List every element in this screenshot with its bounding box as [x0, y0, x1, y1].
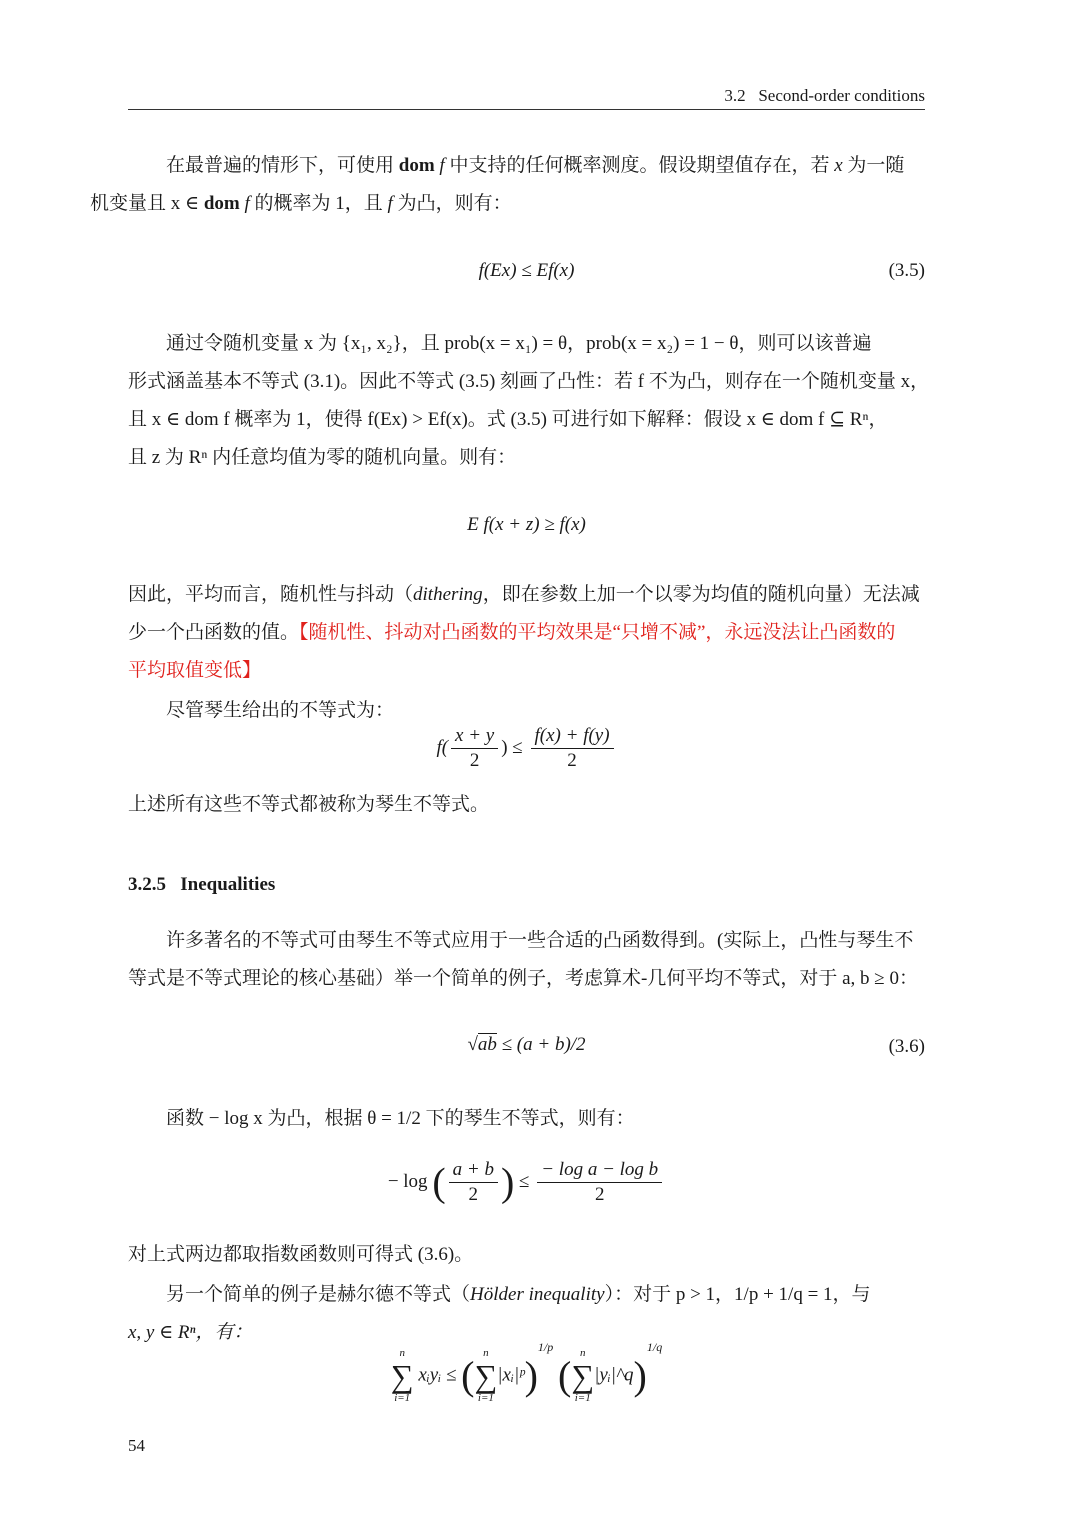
holder-right-paren-2: ): [633, 1353, 647, 1398]
log-rhs-denominator: 2: [594, 1184, 605, 1205]
jensen-lhs-denominator: 2: [469, 750, 480, 771]
holder-term-2: |xᵢ|ᵖ: [497, 1364, 525, 1386]
p6-line-2: 等式是不等式理论的核心基础）举一个简单的例子，考虑算术-几何平均不等式，对于 a, b ≥ 0：: [128, 968, 918, 989]
section-title: Inequalities: [180, 874, 276, 895]
p9-holder: Hölder inequality: [470, 1284, 605, 1305]
p1-x: x: [834, 155, 843, 176]
equation-3-6: [128, 1034, 925, 1056]
paragraph-6: [128, 922, 925, 998]
sum-3-lower: i=1: [574, 1392, 591, 1404]
equation-dithering: E f(x + z) ≥ f(x): [467, 514, 586, 535]
log-lhs: − log: [387, 1170, 428, 1192]
paragraph-4: 尽管琴生给出的不等式为：: [166, 700, 395, 721]
p1-text-f: 为一随: [847, 155, 905, 176]
p1-text-d: 中支持的任何概率测度。假设期望值存在，若: [449, 155, 830, 176]
paragraph-8: 对上式两边都取指数函数则可得式 (3.6)。: [128, 1244, 474, 1265]
p1-dom-2: dom: [203, 193, 240, 214]
left-paren: (: [432, 1159, 446, 1205]
page-number: 54: [128, 1436, 145, 1455]
jensen-le: ) ≤: [501, 736, 523, 758]
p1-text-l: 为凸，则有：: [397, 193, 512, 214]
sqrt-radicand: ab: [477, 1034, 497, 1055]
p3-text-line2: 少一个凸函数的值。: [128, 622, 300, 643]
log-rhs-fraction: [537, 1158, 662, 1207]
p3-line-3: 平均取值变低】: [128, 660, 262, 681]
p1-text-a: 在最普遍的情形下，可使用: [166, 155, 395, 176]
p1-text-j: 的概率为 1，且: [254, 193, 383, 214]
p6-line-1: 许多著名的不等式可由琴生不等式应用于一些合适的凸函数得到。(实际上，凸性与琴生不: [166, 930, 914, 951]
p9-text-c: ）：对于 p > 1，1/p + 1/q = 1，与: [604, 1284, 871, 1305]
holder-right-paren-1: ): [524, 1353, 538, 1398]
header-section-number: 3.2: [724, 86, 746, 105]
equation-log: [128, 1158, 925, 1207]
sum-3-upper: n: [579, 1347, 586, 1359]
p9-line-2: x, y ∈ Rⁿ，有：: [128, 1322, 253, 1343]
eq36-rhs: ≤ (a + b)/2: [501, 1034, 586, 1055]
jensen-rhs-numerator: f(x) + f(y): [531, 724, 614, 749]
jensen-lhs-f: f(: [436, 736, 449, 758]
p2-line-1: 通过令随机变量 x 为 {x₁, x₂}，且 prob(x = x₁) = θ，prob(x = x₂) = 1 − θ，则可以该普遍: [166, 333, 872, 354]
p2-line-4: 且 z 为 Rⁿ 内任意均值为零的随机向量。则有：: [128, 447, 517, 468]
holder-exp-2: 1/q: [646, 1340, 663, 1354]
p9-text-a: 另一个简单的例子是赫尔德不等式（: [166, 1284, 471, 1305]
p1-dom: dom: [398, 155, 435, 176]
p2-line-3: 且 x ∈ dom f 概率为 1，使得 f(Ex) > Ef(x)。式 (3.5) 可进行如下解释：假设 x ∈ dom f ⊆ Rⁿ，: [128, 409, 888, 430]
paragraph-1: [90, 147, 925, 223]
sum-1-upper: n: [399, 1347, 405, 1359]
p1-f-2: f: [244, 193, 250, 214]
p3-line-2: [128, 614, 925, 652]
paragraph-5: 上述所有这些不等式都被称为琴生不等式。: [128, 794, 490, 815]
sum-3: n ∑ i=1: [571, 1347, 595, 1404]
paragraph-2: [128, 325, 930, 477]
section-heading: [128, 874, 275, 896]
paragraph-9: [128, 1276, 925, 1352]
p1-text-g: 机变量且 x ∈: [90, 193, 200, 214]
sum-2: n ∑ i=1: [474, 1347, 498, 1404]
equation-holder: [128, 1340, 925, 1404]
equation-jensen: [128, 724, 925, 773]
jensen-lhs-fraction: [451, 724, 498, 773]
jensen-rhs-fraction: [531, 724, 614, 773]
holder-term-1: xᵢyᵢ ≤: [418, 1364, 457, 1386]
p3-red-annotation: 【随机性、抖动对凸函数的平均效果是“只增不减”，永远没法让凸函数的: [299, 622, 896, 643]
p1-f-3: f: [387, 193, 393, 214]
equation-number-3-5: (3.5): [888, 260, 925, 281]
log-lhs-fraction: [449, 1158, 498, 1207]
jensen-rhs-denominator: 2: [567, 750, 577, 771]
p1-f: f: [439, 155, 445, 176]
sum-2-upper: n: [483, 1347, 489, 1359]
p3-dithering: dithering: [413, 584, 483, 605]
p9-line-1: [128, 1276, 925, 1314]
sum-2-lower: i=1: [477, 1392, 494, 1404]
sum-1: n ∑ i=1: [390, 1347, 414, 1404]
log-le: ≤: [519, 1170, 530, 1192]
holder-left-paren-2: (: [557, 1353, 572, 1398]
section-number: 3.2.5: [128, 874, 166, 895]
p2-line-2: 形式涵盖基本不等式 (3.1)。因此不等式 (3.5) 刻画了凸性：若 f 不为凸，则存在一个随机变量 x，: [128, 371, 930, 392]
jensen-lhs-numerator: x + y: [451, 724, 498, 749]
holder-exp-1: 1/p: [537, 1340, 554, 1354]
running-header: [724, 86, 925, 106]
holder-left-paren-1: (: [461, 1353, 475, 1398]
p3-text-c: ，即在参数上加一个以零为均值的随机向量）无法减: [482, 584, 920, 605]
log-lhs-numerator: a + b: [449, 1158, 498, 1183]
equation-number-3-6: (3.6): [888, 1036, 925, 1057]
sum-1-lower: i=1: [394, 1392, 411, 1404]
right-paren: ): [500, 1159, 515, 1205]
paragraph-3: [128, 576, 925, 690]
paragraph-7: 函数 − log x 为凸，根据 θ = 1/2 下的琴生不等式，则有：: [166, 1108, 635, 1129]
p3-line-1: [128, 576, 925, 614]
holder-term-3: |yᵢ|^q: [594, 1364, 634, 1386]
header-section-title: Second-order conditions: [758, 86, 925, 105]
log-rhs-numerator: − log a − log b: [537, 1158, 662, 1183]
sqrt-sign: √: [467, 1034, 478, 1055]
p3-text-a: 因此，平均而言，随机性与抖动（: [128, 584, 414, 605]
header-rule: [128, 109, 925, 110]
log-lhs-denominator: 2: [468, 1184, 479, 1205]
equation-3-5: f(Ex) ≤ Ef(x): [478, 260, 575, 281]
